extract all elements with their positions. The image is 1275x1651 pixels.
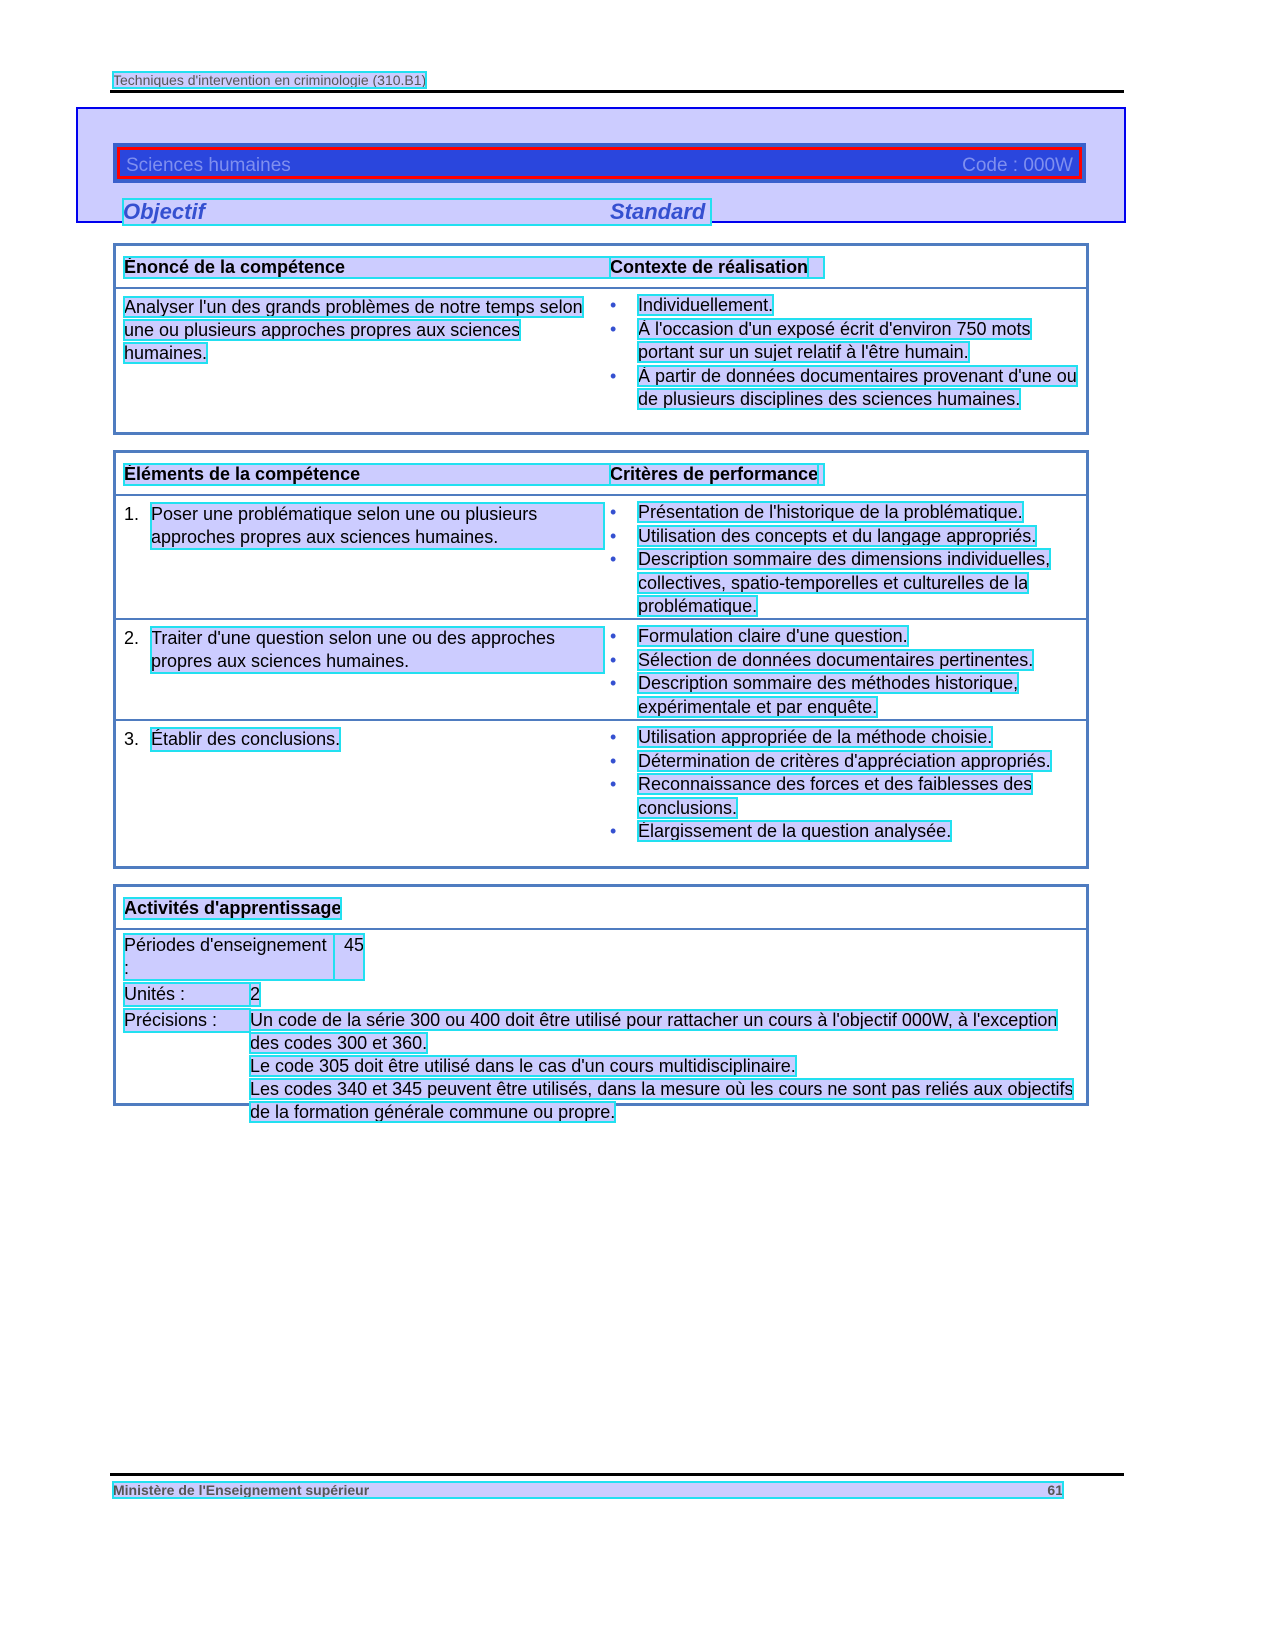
discipline-bar [113, 143, 1086, 183]
code-value: 000W [1023, 155, 1073, 176]
element-text: Établir des conclusions. [151, 729, 341, 749]
footer-ministry: Ministère de l'Enseignement supérieur [113, 1482, 370, 1498]
critere-item: • Sélection de données documentaires pertinentes. [610, 649, 1080, 673]
element-text: Poser une problématique selon une ou plusieurs approches propres aux sciences humaines. [151, 503, 604, 549]
precision-text: Le code 305 doit être utilisé dans le cas d'un cours multidisciplinaire. [250, 1056, 796, 1076]
precisions-label: Précisions : [124, 1009, 250, 1032]
critere-item: • Description sommaire des dimensions individuelles, collectives, spatio-temporelles et culturelles de la problématique. [610, 548, 1080, 619]
element-row [116, 618, 1086, 719]
critere-item: • Formulation claire d'une question. [610, 625, 1080, 649]
footer [113, 1482, 1063, 1498]
critere-item: • Présentation de l'historique de la problématique. [610, 501, 1080, 525]
element-number: 1. [124, 504, 140, 524]
element-row [116, 494, 1086, 618]
enonce-table [113, 243, 1089, 435]
critere-item: • Reconnaissance des forces et des faiblesses des conclusions. [610, 773, 1080, 820]
element-number: 2. [124, 628, 140, 648]
unites-value: 2 [250, 984, 261, 1004]
contexte-item: • Individuellement. [610, 294, 1080, 318]
col-elements: Éléments de la compétence [124, 464, 824, 485]
objectif-label: Objectif [123, 199, 205, 224]
activites-title: Activités d'apprentissage [124, 898, 342, 918]
element-row [116, 719, 1086, 868]
precision-text: Un code de la série 300 ou 400 doit être utilisé pour rattacher un cours à l'objectif 000W, à l'exception des codes 300 et 360. [250, 1010, 1058, 1053]
enonce-text: Analyser l'un des grands problèmes de notre temps selon une ou plusieurs approches propres aux sciences humaines. [124, 297, 583, 363]
critere-item: • Description sommaire des méthodes historique, expérimentale et par enquête. [610, 672, 1080, 719]
precision-text: Les codes 340 et 345 peuvent être utilisés, dans la mesure où les cours ne sont pas reliés aux objectifs de la formation générale commune ou propre. [250, 1079, 1074, 1122]
col-criteres: Critères de performance [610, 464, 819, 484]
code-label: Code : [962, 155, 1019, 176]
running-header: Techniques d'intervention en criminologie (310.B1) [113, 72, 427, 88]
discipline-title: Sciences humaines [126, 155, 291, 176]
critere-item: • Élargissement de la question analysée. [610, 820, 1080, 844]
footer-rule [110, 1473, 1124, 1476]
periodes-label: Périodes d'enseignement : [124, 934, 334, 980]
objectif-standard-heading [123, 199, 711, 225]
elements-table [113, 450, 1089, 869]
element-text: Traiter d'une question selon une ou des approches propres aux sciences humaines. [151, 627, 604, 673]
page-number: 61 [1047, 1482, 1063, 1498]
critere-item: • Utilisation appropriée de la méthode choisie. [610, 726, 1080, 750]
critere-item: • Détermination de critères d'appréciation appropriés. [610, 750, 1080, 774]
critere-item: • Utilisation des concepts et du langage appropriés. [610, 525, 1080, 549]
periodes-value: 45 [334, 934, 364, 980]
standard-label: Standard [610, 199, 706, 224]
activites-table [113, 884, 1089, 1122]
contexte-item: • À l'occasion d'un exposé écrit d'environ 750 mots portant sur un sujet relatif à l'être humain. [610, 318, 1080, 365]
header-rule [110, 90, 1124, 93]
element-number: 3. [124, 729, 140, 749]
col-enonce: Énoncé de la compétence [124, 257, 824, 278]
col-contexte: Contexte de réalisation [610, 257, 809, 277]
code-block [962, 155, 1073, 177]
contexte-item: • À partir de données documentaires provenant d'une ou de plusieurs disciplines des sciences humaines. [610, 365, 1080, 412]
unites-label: Unités : [124, 983, 250, 1006]
